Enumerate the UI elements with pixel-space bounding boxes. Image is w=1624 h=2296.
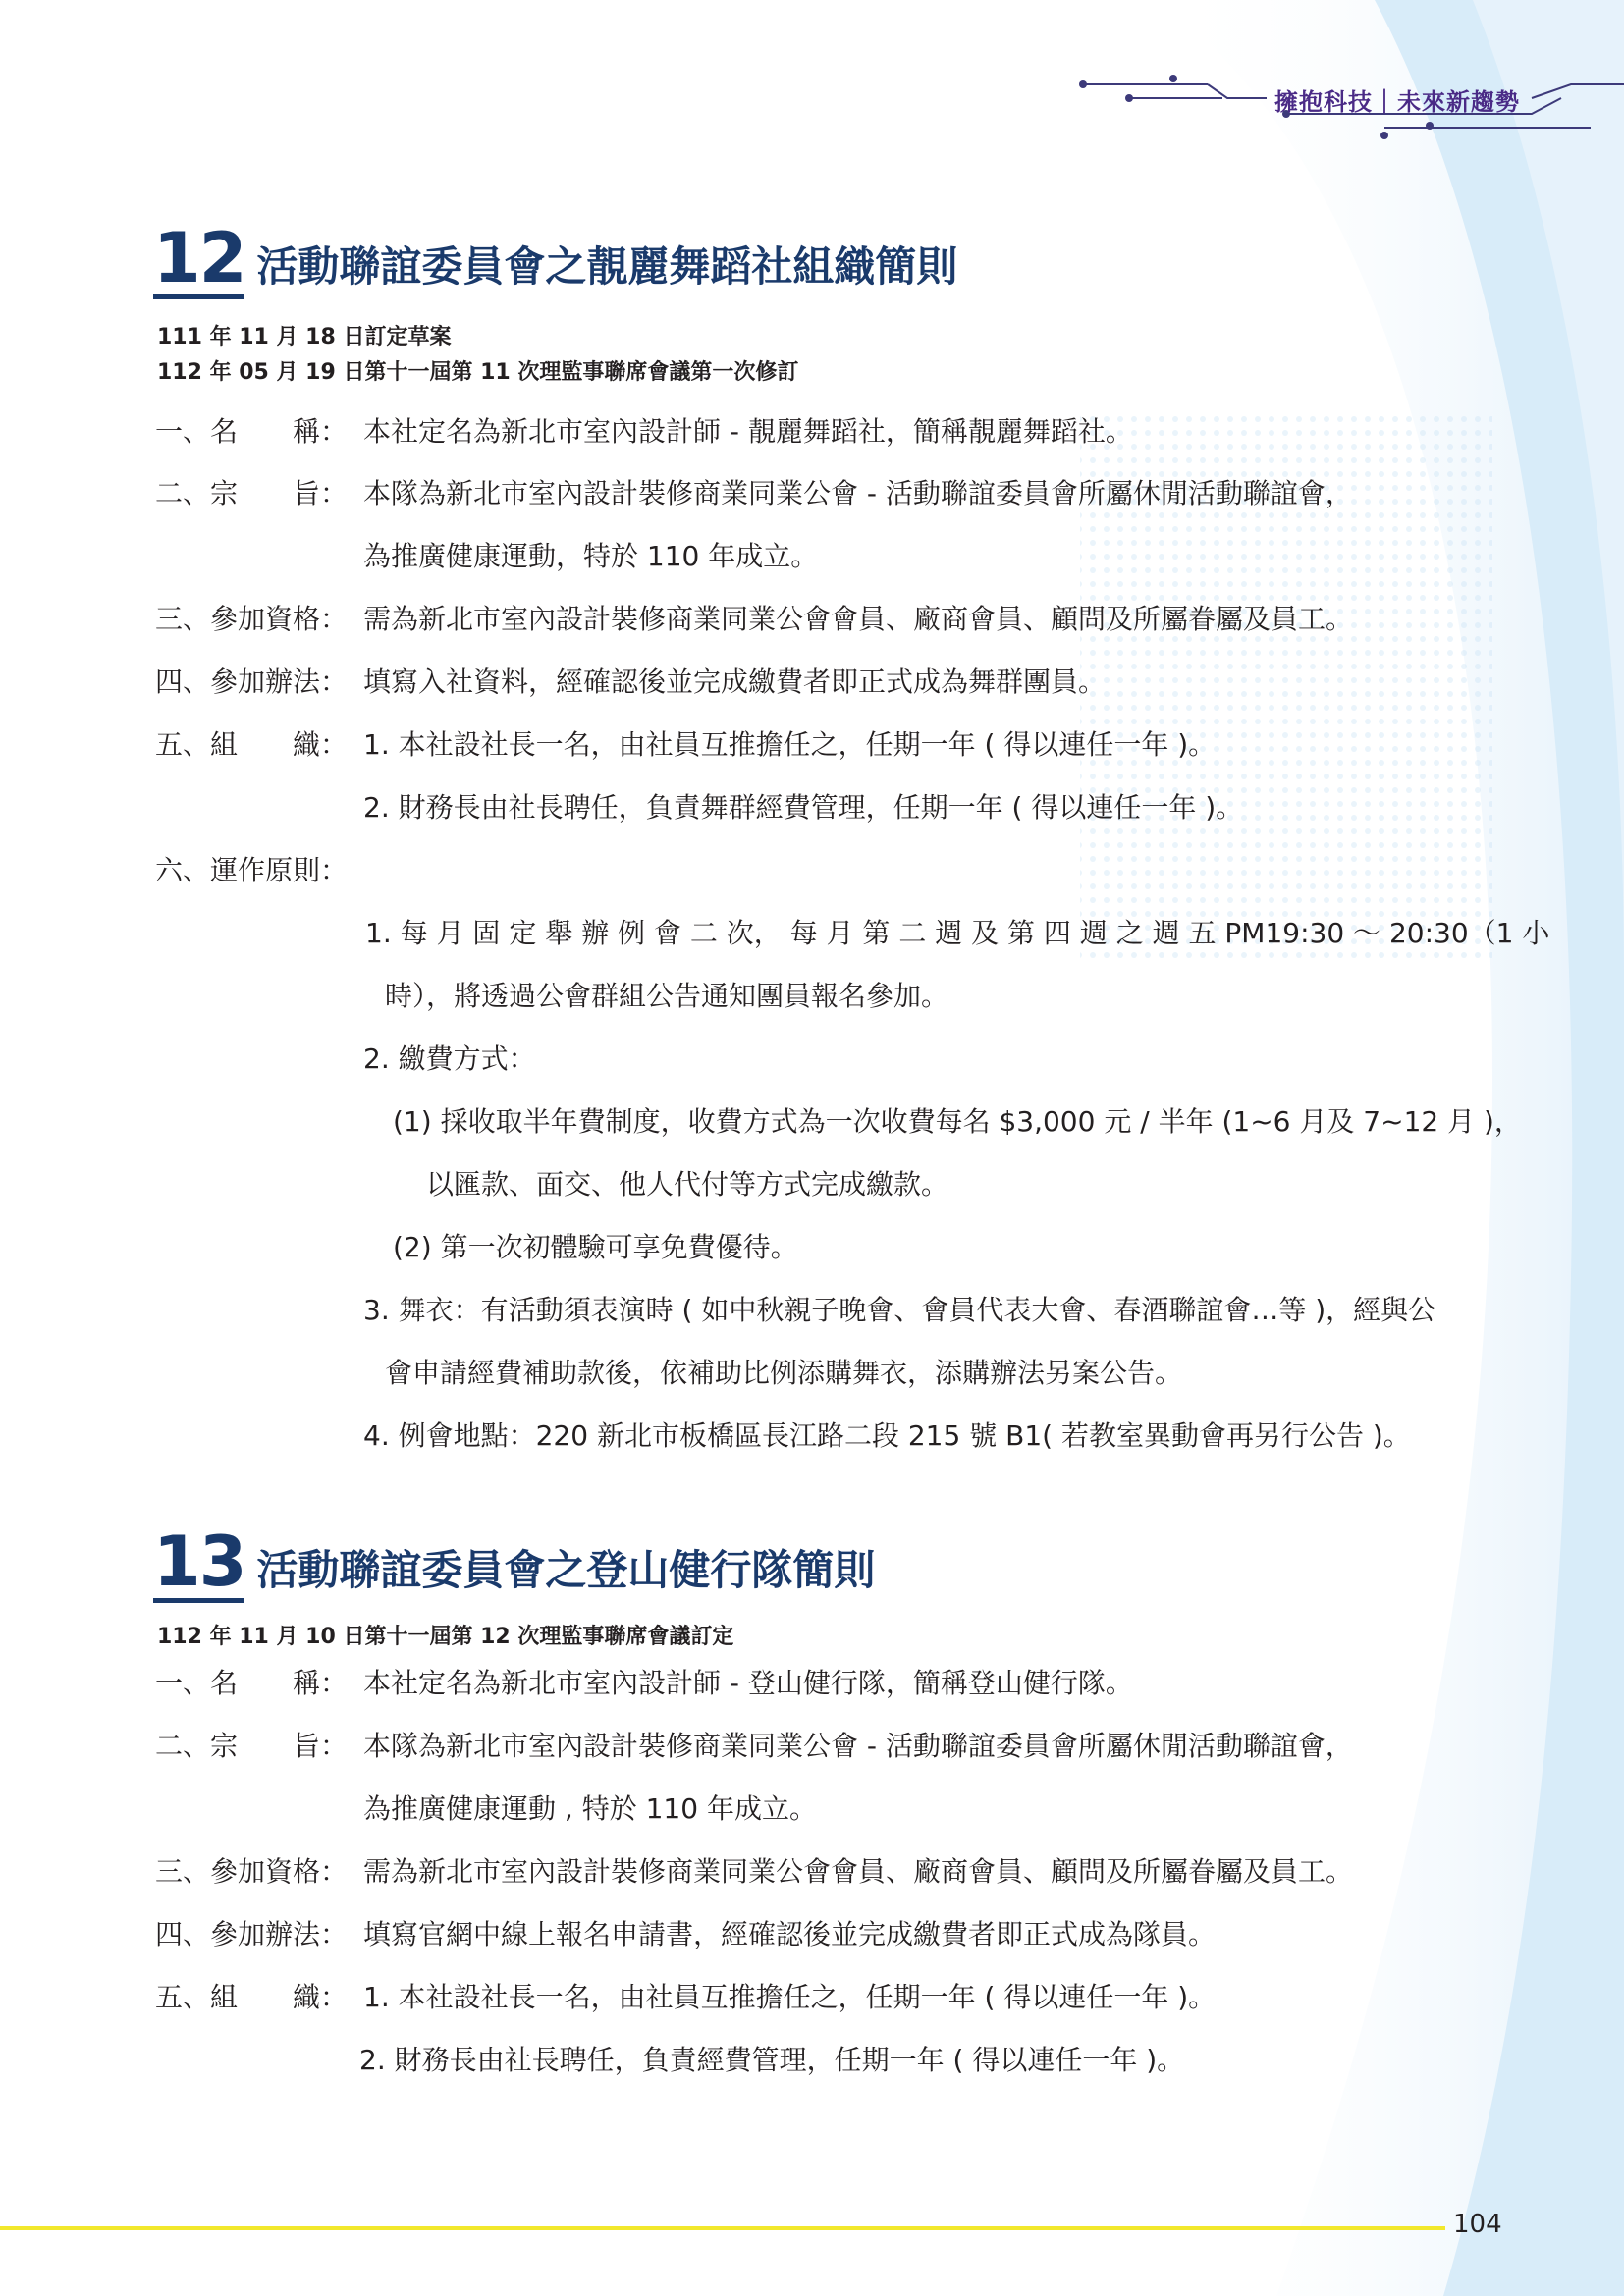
section-number: 12: [153, 218, 245, 298]
article-text: 4. 例會地點：220 新北市板橋區長江路二段 215 號 B1( 若教室異動會再另行公告 )。: [363, 1419, 1411, 1452]
article-text: 本隊為新北市室內設計裝修商業同業公會 - 活動聯誼委員會所屬休閒活動聯誼會，: [363, 477, 1353, 509]
amendment-note: 112 年 05 月 19 日第十一屆第 11 次理監事聯席會議第一次修訂: [157, 360, 799, 385]
article-text: 1. 本社設社長一名，由社員互推擔任之，任期一年 ( 得以連任一年 )。: [363, 728, 1217, 761]
article-text: 本社定名為新北市室內設計師 - 靚麗舞蹈社，簡稱靚麗舞蹈社。: [363, 415, 1133, 448]
article-text: 時），將透過公會群組公告通知團員報名參加。: [385, 980, 949, 1012]
article-label: 五、組 織：: [155, 1981, 349, 2013]
article-text: 1. 本社設社長一名，由社員互推擔任之，任期一年 ( 得以連任一年 )。: [363, 1981, 1217, 2013]
amendment-note: 111 年 11 月 18 日訂定草案: [157, 325, 452, 349]
article-text: 填寫入社資料，經確認後並完成繳費者即正式成為舞群團員。: [363, 666, 1107, 698]
article-label: 三、參加資格：: [155, 603, 349, 635]
amendment-note: 112 年 11 月 10 日第十一屆第 12 次理監事聯席會議訂定: [157, 1625, 734, 1649]
article-label: 一、名 稱：: [155, 1667, 349, 1699]
section-number: 13: [153, 1522, 245, 1602]
article-text: 1. 每 月 固 定 舉 辦 例 會 二 次， 每 月 第 二 週 及 第 四 週 之 週 五 PM19:30 ～ 20:30（1 小: [365, 917, 1550, 949]
section-13-heading: [153, 1522, 876, 1603]
article-label: 六、運作原則：: [155, 854, 349, 886]
section-12-heading: [153, 218, 958, 299]
article-text: 以匯款、面交、他人代付等方式完成繳款。: [426, 1168, 949, 1201]
article-text: 會申請經費補助款後，依補助比例添購舞衣，添購辦法另案公告。: [385, 1357, 1183, 1389]
article-label: 四、參加辦法：: [155, 1918, 349, 1950]
article-text: 需為新北市室內設計裝修商業同業公會會員、廠商會員、顧問及所屬眷屬及員工。: [363, 603, 1354, 635]
article-text: 為推廣健康運動，特於 110 年成立。: [363, 540, 819, 572]
section-title: 活動聯誼委員會之登山健行隊簡則: [256, 1546, 876, 1594]
article-text: 填寫官網中線上報名申請書，經確認後並完成繳費者即正式成為隊員。: [363, 1918, 1217, 1950]
article-text: (2) 第一次初體驗可享免費優待。: [393, 1231, 798, 1263]
header-tagline: 擁抱科技｜未來新趨勢: [1274, 88, 1520, 116]
footer-rule: [0, 2226, 1445, 2230]
article-label: 五、組 織：: [155, 728, 349, 761]
article-label: 三、參加資格：: [155, 1855, 349, 1888]
article-text: 本社定名為新北市室內設計師 - 登山健行隊，簡稱登山健行隊。: [363, 1667, 1133, 1699]
page-number: 104: [1453, 2210, 1502, 2239]
article-text: 為推廣健康運動 , 特於 110 年成立。: [363, 1792, 817, 1825]
article-label: 二、宗 旨：: [155, 477, 349, 509]
article-text: 2. 財務長由社長聘任，負責舞群經費管理，任期一年 ( 得以連任一年 )。: [363, 791, 1244, 824]
article-text: 需為新北市室內設計裝修商業同業公會會員、廠商會員、顧問及所屬眷屬及員工。: [363, 1855, 1354, 1888]
article-text: 2. 繳費方式：: [363, 1042, 536, 1075]
article-label: 四、參加辦法：: [155, 666, 349, 698]
article-label: 二、宗 旨：: [155, 1730, 349, 1762]
article-text: 本隊為新北市室內設計裝修商業同業公會 - 活動聯誼委員會所屬休閒活動聯誼會，: [363, 1730, 1353, 1762]
article-label: 一、名 稱：: [155, 415, 349, 448]
article-text: 2. 財務長由社長聘任，負責經費管理，任期一年 ( 得以連任一年 )。: [359, 2044, 1185, 2076]
article-text: (1) 採收取半年費制度，收費方式為一次收費每名 $3,000 元 / 半年 (1~6 月及 7~12 月 )，: [393, 1105, 1522, 1138]
article-text: 3. 舞衣：有活動須表演時 ( 如中秋親子晚會、會員代表大會、春酒聯誼會…等 )，經與公: [363, 1294, 1436, 1326]
section-title: 活動聯誼委員會之靚麗舞蹈社組織簡則: [256, 242, 958, 291]
